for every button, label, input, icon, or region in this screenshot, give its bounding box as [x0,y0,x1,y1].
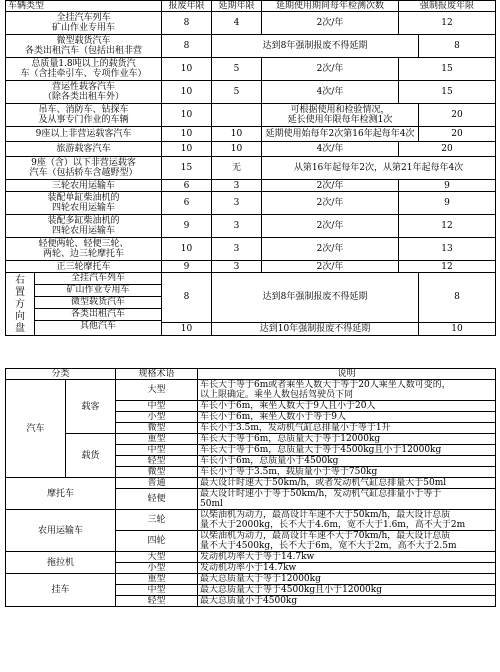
spec-term: 大型 [116,380,198,401]
extend-years: 5 [212,58,262,81]
spec-term: 小型 [116,412,198,423]
merged-note: 达到10年强制报废不得延期 [212,322,419,336]
scrap-years: 9 [162,215,212,238]
extend-years: 3 [212,180,262,192]
spec-desc: 车长小于等于3.5m，载质量小于等于750kg [198,467,496,478]
inspections: 从第16年起每年2次，从第21年起每年4次 [262,157,496,180]
spec-desc: 发动机功率大于等于14.7kw [198,552,496,563]
spec-desc: 车长大于等于6m，总质量大于等于4500kg且小于12000kg [198,445,496,456]
spec-term: 微型 [116,467,198,478]
spec-term: 三轮 [116,510,198,531]
vehicle-type: 吊车、消防车、钻探车 及从事专门作业的车辆 [6,104,162,127]
vehicle-type: 正三轮摩托车 [6,261,162,273]
table-row [6,478,496,489]
forced-years: 12 [399,215,496,238]
table-row [6,58,496,81]
vehicle-type: 装配多缸柴油机的 四轮农用运输车 [6,215,162,238]
col-header-spec: 规格术语 [116,369,198,380]
merged-note: 达到8年强制报废不得延期 [212,273,419,323]
vehicle-type: 总质量1.8吨以上的载货汽 车（含挂牵引车、专项作业车） [6,58,162,81]
rhd-vehicle-type: 全挂汽车列车 [35,273,161,285]
inspections: 2次/年 [262,12,399,35]
scrap-years: 8 [162,273,212,323]
vehicle-scrap-table [5,0,496,336]
table-row [6,574,496,585]
spec-desc: 车长小于6m，乘坐人数大于9人且小于20人 [198,401,496,412]
inspections: 4次/年 [262,81,399,104]
spec-desc: 最大设计时速大于50km/h，或者发动机气缸总排量大于50ml [198,478,496,489]
spec-desc: 车长小于3.5m，发动机气缸总排量小于等于1升 [198,423,496,434]
forced-years: 20 [419,104,496,127]
forced-years: 9 [399,192,496,215]
table-row [6,215,496,238]
forced-years: 12 [399,261,496,273]
spec-desc: 车长大于等于6m，总质量大于等于12000kg [198,434,496,445]
spec-term: 轻型 [116,456,198,467]
rhd-label: 右 置 方 向 盘 全挂汽车列车 矿山作业专用车 微型载货汽车 各类出租汽车 其他汽车 [6,273,162,336]
scrap-years: 6 [162,180,212,192]
scrap-years: 10 [162,238,212,261]
rhd-vehicle-type: 其他汽车 [79,321,116,331]
extend-years: 无 [212,157,262,180]
table-row [6,127,496,142]
table-row [6,273,496,285]
spec-desc: 车长小于6m，乘坐人数小于等于9人 [198,412,496,423]
forced-years: 15 [399,81,496,104]
table-row [6,157,496,180]
scrap-years: 10 [162,322,212,336]
vehicle-type: 装配单缸柴油机的 四轮农用运输车 [6,192,162,215]
rhd-vehicle-type: 各类出租汽车 [35,309,161,321]
spec-term: 小型 [116,563,198,574]
spec-desc: 车长小于6m，总质量小于4500kg [198,456,496,467]
vehicle-classification-table [5,368,496,607]
spec-term: 轻便 [116,489,198,510]
inspections: 2次/年 [262,261,399,273]
spec-term: 普通 [116,478,198,489]
header-row [6,1,496,12]
col-header-scrap-years: 报废年限 [162,1,212,12]
extend-years: 3 [212,192,262,215]
spec-desc: 以柴油机为动力，最高设计车速不大于50km/h，最大设计总质 量不大于2000kg，长不大于4.6m，宽不大于1.6m，高不大于2m [198,510,496,531]
spec-desc: 最大总质量大于等于12000kg [198,574,496,585]
rhd-vehicle-type: 矿山作业专用车 [35,285,161,297]
col-header-inspections: 延期使用期间每年检测次数 [262,1,399,12]
spec-desc: 最大总质量大于等于4500kg且小于12000kg [198,585,496,596]
extend-years: 3 [212,238,262,261]
subcategory-cargo: 载货 [66,434,116,478]
scrap-years: 10 [162,104,212,127]
category-motorcycle: 摩托车 [6,478,116,510]
forced-years: 8 [419,273,496,323]
col-header-forced-years: 强制报废年限 [399,1,496,12]
vehicle-type: 三轮农用运输车 [6,180,162,192]
vehicle-type: 轻便两轮、轻便三轮、 两轮、边三轮摩托车 [6,238,162,261]
category-car: 汽车 [6,380,66,478]
vehicle-type: 微型载货汽车 各类出租汽车（包括出租非营 [6,35,162,58]
inspections: 2次/年 [262,192,399,215]
spec-term: 中型 [116,585,198,596]
scrap-years: 10 [162,142,212,157]
forced-years: 9 [399,180,496,192]
table-row [6,261,496,273]
table-row [6,104,496,127]
table-row [6,180,496,192]
spec-term: 中型 [116,445,198,456]
vehicle-type: 9座以上非营运载客汽车 [6,127,162,142]
col-header-extend-years: 延期年限 [212,1,262,12]
table-row [6,12,496,35]
scrap-years: 9 [162,261,212,273]
scrap-years: 8 [162,35,212,58]
rhd-vehicle-type: 微型载货汽车 [35,297,161,309]
forced-years: 20 [419,127,496,142]
extend-years [212,104,262,127]
table-row [6,380,496,401]
forced-years: 20 [399,142,496,157]
vehicle-type: 营运性载客汽车 （除各类出租车外） [6,81,162,104]
inspections: 2次/年 [262,58,399,81]
scrap-years: 15 [162,157,212,180]
table-row [6,192,496,215]
extend-years: 10 [212,127,262,142]
spec-term: 大型 [116,552,198,563]
forced-years: 13 [399,238,496,261]
spec-desc: 发动机功率小于14.7kw [198,563,496,574]
header-row [6,369,496,380]
category-tractor: 拖拉机 [6,552,116,574]
category-trailer: 挂车 [6,574,116,607]
inspections: 2次/年 [262,180,399,192]
merged-note: 达到8年强制报废不得延期 [212,35,419,58]
scrap-years: 10 [162,58,212,81]
col-header-desc: 说明 [198,369,496,380]
spec-term: 微型 [116,423,198,434]
spec-term: 重型 [116,434,198,445]
spec-term: 轻型 [116,596,198,607]
extend-years: 10 [212,142,262,157]
spec-desc: 最大设计时速小于等于50km/h，发动机气缸总排量小于等于 50ml [198,489,496,510]
col-header-category: 分类 [6,369,116,380]
inspections: 延期使用始每年2次第16年起每年4次 [262,127,419,142]
scrap-years: 6 [162,192,212,215]
scrap-years: 8 [162,12,212,35]
extend-years: 4 [212,12,262,35]
vehicle-type: 9座（含）以下非营运载客 汽车（包括轿车含越野型） [6,157,162,180]
table-row [6,142,496,157]
subcategory-passenger: 载客 [66,380,116,434]
inspections: 可根据使用和检验情况， 延长使用年限每年检测1次 [262,104,419,127]
table-row [6,35,496,58]
spec-desc: 车长大于等于6m或者乘坐人数大于等于20人乘坐人数可变的， 以上限确定。乘坐人数包括驾驶员下同 [198,380,496,401]
col-header-type: 车辆类型 [6,1,162,12]
scrap-years: 10 [162,81,212,104]
forced-years: 12 [399,12,496,35]
spec-term: 中型 [116,401,198,412]
forced-years: 15 [399,58,496,81]
inspections: 2次/年 [262,238,399,261]
spec-desc: 最大总质量小于4500kg [198,596,496,607]
inspections: 2次/年 [262,215,399,238]
vehicle-type: 旅游载客汽车 [6,142,162,157]
scrap-years: 10 [162,127,212,142]
extend-years: 3 [212,215,262,238]
inspections: 4次/年 [262,142,399,157]
category-farm-vehicle: 农用运输车 [6,510,116,552]
spec-desc: 以柴油机为动力，最高设计车速不大于70km/h，最大设计总质 量不大于4500kg，长不大于6m，宽不大于2m，高不大于2.5m [198,531,496,552]
extend-years: 3 [212,261,262,273]
forced-years: 8 [419,35,496,58]
table-row [6,434,496,445]
table-row [6,552,496,563]
spec-term: 重型 [116,574,198,585]
vehicle-type: 全挂汽车列车 矿山作业专用车 [6,12,162,35]
table-row [6,510,496,531]
extend-years: 5 [212,81,262,104]
table-row [6,81,496,104]
spec-term: 四轮 [116,531,198,552]
table-row [6,238,496,261]
forced-years: 10 [419,322,496,336]
